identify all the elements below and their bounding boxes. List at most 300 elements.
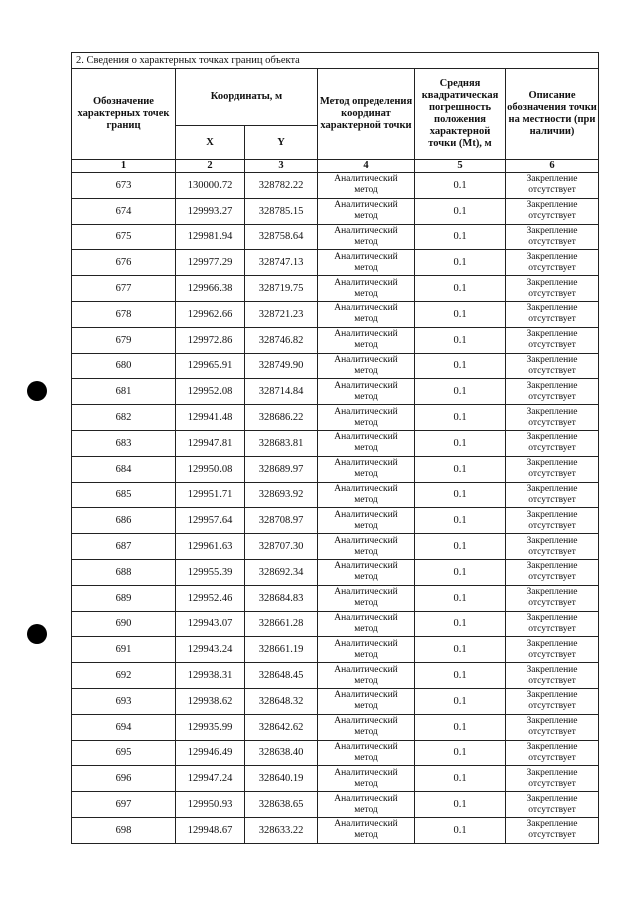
coordinate-x: 129952.08	[176, 379, 245, 405]
method-cell	[318, 611, 415, 637]
error-cell: 0.1	[415, 637, 506, 663]
method-cell	[318, 430, 415, 456]
column-number: 1	[72, 160, 176, 173]
description-cell	[506, 353, 599, 379]
method-cell	[318, 379, 415, 405]
description-cell	[506, 766, 599, 792]
method-cell	[318, 688, 415, 714]
method-cell-line: метод	[354, 443, 378, 454]
description-cell-line: Закрепление	[526, 587, 578, 598]
method-cell-line: Аналитический	[334, 793, 398, 804]
point-number: 678	[72, 301, 176, 327]
description-cell	[506, 405, 599, 431]
description-cell-line: Закрепление	[526, 225, 578, 236]
method-cell	[318, 405, 415, 431]
description-cell	[506, 482, 599, 508]
method-cell	[318, 817, 415, 843]
description-cell	[506, 792, 599, 818]
description-cell	[506, 534, 599, 560]
description-cell-line: Закрепление	[526, 380, 578, 391]
method-cell	[318, 637, 415, 663]
table-row	[72, 637, 599, 663]
method-cell-line: метод	[354, 778, 378, 789]
method-cell-line: метод	[354, 469, 378, 480]
error-cell: 0.1	[415, 430, 506, 456]
method-cell-line: метод	[354, 598, 378, 609]
description-cell	[506, 611, 599, 637]
point-number: 689	[72, 585, 176, 611]
table-row	[72, 456, 599, 482]
method-cell	[318, 559, 415, 585]
table-row	[72, 792, 599, 818]
point-number: 688	[72, 559, 176, 585]
table-row	[72, 688, 599, 714]
method-cell	[318, 663, 415, 689]
boundary-points-table	[71, 52, 599, 844]
point-number: 674	[72, 198, 176, 224]
method-cell-line: Аналитический	[334, 716, 398, 727]
description-cell-line: Закрепление	[526, 819, 578, 830]
method-cell	[318, 224, 415, 250]
coordinate-x: 129947.81	[176, 430, 245, 456]
coordinate-x: 129946.49	[176, 740, 245, 766]
table-row	[72, 250, 599, 276]
description-cell-line: Закрепление	[526, 767, 578, 778]
description-cell-line: отсутствует	[528, 314, 576, 325]
description-cell-line: отсутствует	[528, 365, 576, 376]
method-cell-line: метод	[354, 675, 378, 686]
point-number: 690	[72, 611, 176, 637]
point-number: 680	[72, 353, 176, 379]
table-row	[72, 559, 599, 585]
error-cell: 0.1	[415, 817, 506, 843]
point-number: 698	[72, 817, 176, 843]
table-row	[72, 224, 599, 250]
column-number: 2	[176, 160, 245, 173]
description-cell-line: отсутствует	[528, 572, 576, 583]
point-number: 692	[72, 663, 176, 689]
method-cell-line: метод	[354, 236, 378, 247]
description-cell-line: отсутствует	[528, 469, 576, 480]
table-row	[72, 482, 599, 508]
description-cell-line: Закрепление	[526, 277, 578, 288]
method-cell	[318, 482, 415, 508]
description-cell-line: отсутствует	[528, 701, 576, 712]
coordinate-x: 129938.62	[176, 688, 245, 714]
description-cell-line: отсутствует	[528, 417, 576, 428]
method-cell-line: метод	[354, 830, 378, 841]
error-cell: 0.1	[415, 173, 506, 199]
table-row	[72, 327, 599, 353]
table-row	[72, 276, 599, 302]
description-cell	[506, 379, 599, 405]
method-cell-line: Аналитический	[334, 406, 398, 417]
coordinate-y: 328648.32	[245, 688, 318, 714]
error-cell: 0.1	[415, 224, 506, 250]
table-row	[72, 817, 599, 843]
method-cell-line: метод	[354, 520, 378, 531]
coordinate-x: 129935.99	[176, 714, 245, 740]
table-row	[72, 740, 599, 766]
description-cell	[506, 585, 599, 611]
method-cell-line: Аналитический	[334, 509, 398, 520]
table-row	[72, 714, 599, 740]
description-cell-line: Закрепление	[526, 561, 578, 572]
column-number: 6	[506, 160, 599, 173]
point-number: 693	[72, 688, 176, 714]
description-cell-line: Закрепление	[526, 612, 578, 623]
description-cell	[506, 559, 599, 585]
method-cell-line: метод	[354, 546, 378, 557]
table-body	[72, 173, 599, 844]
point-number: 685	[72, 482, 176, 508]
method-cell-line: метод	[354, 649, 378, 660]
coordinate-y: 328683.81	[245, 430, 318, 456]
coordinate-y: 328707.30	[245, 534, 318, 560]
description-cell-line: Закрепление	[526, 483, 578, 494]
error-cell: 0.1	[415, 714, 506, 740]
description-cell	[506, 688, 599, 714]
method-cell-line: Аналитический	[334, 380, 398, 391]
method-cell-line: Аналитический	[334, 612, 398, 623]
method-cell	[318, 250, 415, 276]
coordinate-x: 129962.66	[176, 301, 245, 327]
method-cell-line: метод	[354, 340, 378, 351]
description-cell-line: Закрепление	[526, 251, 578, 262]
method-cell-line: Аналитический	[334, 535, 398, 546]
method-cell-line: метод	[354, 185, 378, 196]
coordinate-y: 328638.65	[245, 792, 318, 818]
table-row	[72, 508, 599, 534]
coordinate-x: 129938.31	[176, 663, 245, 689]
method-cell	[318, 766, 415, 792]
coordinate-x: 129955.39	[176, 559, 245, 585]
header-point-designation: Обозначение характерных точек границ	[72, 69, 176, 160]
description-cell	[506, 250, 599, 276]
method-cell-line: Аналитический	[334, 483, 398, 494]
point-number: 683	[72, 430, 176, 456]
method-cell-line: Аналитический	[334, 819, 398, 830]
description-cell	[506, 817, 599, 843]
description-cell	[506, 430, 599, 456]
coordinate-x: 129943.24	[176, 637, 245, 663]
coordinate-y: 328661.19	[245, 637, 318, 663]
point-number: 673	[72, 173, 176, 199]
point-number: 676	[72, 250, 176, 276]
point-number: 697	[72, 792, 176, 818]
coordinate-x: 129948.67	[176, 817, 245, 843]
description-cell-line: отсутствует	[528, 675, 576, 686]
binder-hole-bottom	[27, 624, 47, 644]
error-cell: 0.1	[415, 379, 506, 405]
error-cell: 0.1	[415, 688, 506, 714]
coordinate-y: 328782.22	[245, 173, 318, 199]
method-cell-line: метод	[354, 391, 378, 402]
description-cell-line: Закрепление	[526, 200, 578, 211]
description-cell	[506, 173, 599, 199]
description-cell-line: отсутствует	[528, 211, 576, 222]
description-cell-line: Закрепление	[526, 664, 578, 675]
description-cell-line: отсутствует	[528, 340, 576, 351]
description-cell	[506, 714, 599, 740]
description-cell-line: Закрепление	[526, 303, 578, 314]
coordinate-x: 129981.94	[176, 224, 245, 250]
header-method: Метод определения координат характерной точки	[318, 69, 415, 160]
coordinate-y: 328640.19	[245, 766, 318, 792]
method-cell-line: метод	[354, 572, 378, 583]
description-cell-line: отсутствует	[528, 830, 576, 841]
description-cell-line: отсутствует	[528, 546, 576, 557]
method-cell	[318, 198, 415, 224]
coordinate-y: 328758.64	[245, 224, 318, 250]
description-cell-line: отсутствует	[528, 185, 576, 196]
error-cell: 0.1	[415, 456, 506, 482]
description-cell-line: отсутствует	[528, 391, 576, 402]
method-cell-line: метод	[354, 804, 378, 815]
description-cell-line: отсутствует	[528, 262, 576, 273]
error-cell: 0.1	[415, 534, 506, 560]
column-number: 4	[318, 160, 415, 173]
description-cell-line: Закрепление	[526, 741, 578, 752]
description-cell	[506, 327, 599, 353]
coordinate-y: 328746.82	[245, 327, 318, 353]
method-cell	[318, 740, 415, 766]
coordinate-y: 328689.97	[245, 456, 318, 482]
method-cell-line: Аналитический	[334, 690, 398, 701]
description-cell-line: отсутствует	[528, 598, 576, 609]
method-cell-line: метод	[354, 623, 378, 634]
method-cell	[318, 327, 415, 353]
method-cell-line: Аналитический	[334, 767, 398, 778]
coordinate-y: 328693.92	[245, 482, 318, 508]
method-cell	[318, 534, 415, 560]
method-cell-line: Аналитический	[334, 354, 398, 365]
header-x: X	[176, 126, 245, 160]
description-cell	[506, 301, 599, 327]
coordinate-x: 129977.29	[176, 250, 245, 276]
method-cell-line: Аналитический	[334, 587, 398, 598]
description-cell	[506, 224, 599, 250]
method-cell-line: метод	[354, 314, 378, 325]
method-cell-line: метод	[354, 262, 378, 273]
point-number: 682	[72, 405, 176, 431]
coordinate-x: 129951.71	[176, 482, 245, 508]
description-cell-line: отсутствует	[528, 804, 576, 815]
table-row	[72, 766, 599, 792]
table-row	[72, 663, 599, 689]
coordinate-x: 129961.63	[176, 534, 245, 560]
coordinate-x: 130000.72	[176, 173, 245, 199]
coordinate-x: 129965.91	[176, 353, 245, 379]
error-cell: 0.1	[415, 482, 506, 508]
method-cell	[318, 456, 415, 482]
description-cell-line: отсутствует	[528, 288, 576, 299]
description-cell-line: Закрепление	[526, 509, 578, 520]
method-cell	[318, 276, 415, 302]
description-cell-line: Закрепление	[526, 329, 578, 340]
coordinate-y: 328714.84	[245, 379, 318, 405]
coordinate-x: 129993.27	[176, 198, 245, 224]
error-cell: 0.1	[415, 585, 506, 611]
method-cell-line: Аналитический	[334, 303, 398, 314]
description-cell	[506, 276, 599, 302]
method-cell-line: Аналитический	[334, 638, 398, 649]
error-cell: 0.1	[415, 792, 506, 818]
coordinate-x: 129941.48	[176, 405, 245, 431]
description-cell-line: отсутствует	[528, 520, 576, 531]
error-cell: 0.1	[415, 663, 506, 689]
description-cell-line: отсутствует	[528, 752, 576, 763]
section-title: 2. Сведения о характерных точках границ объекта	[72, 53, 599, 69]
description-cell-line: отсутствует	[528, 649, 576, 660]
error-cell: 0.1	[415, 508, 506, 534]
description-cell-line: Закрепление	[526, 716, 578, 727]
coordinate-y: 328747.13	[245, 250, 318, 276]
table-row	[72, 198, 599, 224]
description-cell-line: отсутствует	[528, 443, 576, 454]
method-cell-line: Аналитический	[334, 200, 398, 211]
coordinate-x: 129966.38	[176, 276, 245, 302]
header-error: Средняя квадратическая погрешность положения характерной точки (Mt), м	[415, 69, 506, 160]
description-cell	[506, 508, 599, 534]
binder-hole-top	[27, 381, 47, 401]
method-cell-line: Аналитический	[334, 741, 398, 752]
description-cell	[506, 740, 599, 766]
method-cell-line: Аналитический	[334, 432, 398, 443]
description-cell-line: Закрепление	[526, 458, 578, 469]
description-cell-line: Закрепление	[526, 690, 578, 701]
header-coordinates: Координаты, м	[176, 69, 318, 126]
coordinate-x: 129943.07	[176, 611, 245, 637]
coordinate-y: 328684.83	[245, 585, 318, 611]
coordinate-y: 328661.28	[245, 611, 318, 637]
method-cell-line: Аналитический	[334, 277, 398, 288]
point-number: 694	[72, 714, 176, 740]
coordinate-x: 129972.86	[176, 327, 245, 353]
method-cell-line: метод	[354, 288, 378, 299]
method-cell-line: Аналитический	[334, 664, 398, 675]
point-number: 695	[72, 740, 176, 766]
point-number: 681	[72, 379, 176, 405]
method-cell	[318, 173, 415, 199]
coordinate-x: 129947.24	[176, 766, 245, 792]
error-cell: 0.1	[415, 327, 506, 353]
method-cell-line: метод	[354, 752, 378, 763]
method-cell-line: Аналитический	[334, 458, 398, 469]
error-cell: 0.1	[415, 250, 506, 276]
error-cell: 0.1	[415, 353, 506, 379]
description-cell	[506, 637, 599, 663]
coordinate-y: 328633.22	[245, 817, 318, 843]
method-cell	[318, 714, 415, 740]
method-cell	[318, 301, 415, 327]
method-cell-line: метод	[354, 727, 378, 738]
coordinate-y: 328642.62	[245, 714, 318, 740]
description-cell-line: отсутствует	[528, 494, 576, 505]
coordinate-y: 328686.22	[245, 405, 318, 431]
description-cell-line: отсутствует	[528, 778, 576, 789]
table-row	[72, 353, 599, 379]
method-cell-line: Аналитический	[334, 251, 398, 262]
description-cell	[506, 663, 599, 689]
method-cell-line: Аналитический	[334, 174, 398, 185]
coordinate-x: 129950.08	[176, 456, 245, 482]
method-cell-line: метод	[354, 701, 378, 712]
table-row	[72, 430, 599, 456]
error-cell: 0.1	[415, 766, 506, 792]
table-row	[72, 405, 599, 431]
coordinate-y: 328721.23	[245, 301, 318, 327]
method-cell	[318, 353, 415, 379]
error-cell: 0.1	[415, 740, 506, 766]
point-number: 684	[72, 456, 176, 482]
point-number: 691	[72, 637, 176, 663]
description-cell-line: отсутствует	[528, 236, 576, 247]
description-cell-line: Закрепление	[526, 354, 578, 365]
coordinate-y: 328719.75	[245, 276, 318, 302]
method-cell-line: метод	[354, 417, 378, 428]
header-description: Описание обозначения точки на местности (при наличии)	[506, 69, 599, 160]
table-row	[72, 173, 599, 199]
method-cell	[318, 792, 415, 818]
description-cell-line: отсутствует	[528, 727, 576, 738]
point-number: 679	[72, 327, 176, 353]
description-cell-line: отсутствует	[528, 623, 576, 634]
description-cell-line: Закрепление	[526, 174, 578, 185]
table-row	[72, 301, 599, 327]
method-cell	[318, 585, 415, 611]
coordinate-x: 129957.64	[176, 508, 245, 534]
header-y: Y	[245, 126, 318, 160]
coordinate-y: 328638.40	[245, 740, 318, 766]
point-number: 677	[72, 276, 176, 302]
description-cell-line: Закрепление	[526, 793, 578, 804]
error-cell: 0.1	[415, 405, 506, 431]
table-row	[72, 534, 599, 560]
error-cell: 0.1	[415, 198, 506, 224]
method-cell-line: Аналитический	[334, 561, 398, 572]
point-number: 675	[72, 224, 176, 250]
method-cell-line: метод	[354, 365, 378, 376]
column-number: 5	[415, 160, 506, 173]
coordinate-x: 129950.93	[176, 792, 245, 818]
method-cell-line: Аналитический	[334, 225, 398, 236]
description-cell	[506, 456, 599, 482]
table-row	[72, 585, 599, 611]
point-number: 686	[72, 508, 176, 534]
column-number: 3	[245, 160, 318, 173]
coordinate-y: 328648.45	[245, 663, 318, 689]
description-cell-line: Закрепление	[526, 638, 578, 649]
method-cell-line: Аналитический	[334, 329, 398, 340]
table-row	[72, 611, 599, 637]
description-cell-line: Закрепление	[526, 406, 578, 417]
table-row	[72, 379, 599, 405]
coordinate-y: 328708.97	[245, 508, 318, 534]
point-number: 687	[72, 534, 176, 560]
method-cell	[318, 508, 415, 534]
coordinate-x: 129952.46	[176, 585, 245, 611]
method-cell-line: метод	[354, 211, 378, 222]
error-cell: 0.1	[415, 559, 506, 585]
error-cell: 0.1	[415, 276, 506, 302]
point-number: 696	[72, 766, 176, 792]
coordinate-y: 328749.90	[245, 353, 318, 379]
coordinate-y: 328785.15	[245, 198, 318, 224]
description-cell-line: Закрепление	[526, 432, 578, 443]
error-cell: 0.1	[415, 611, 506, 637]
coordinate-y: 328692.34	[245, 559, 318, 585]
